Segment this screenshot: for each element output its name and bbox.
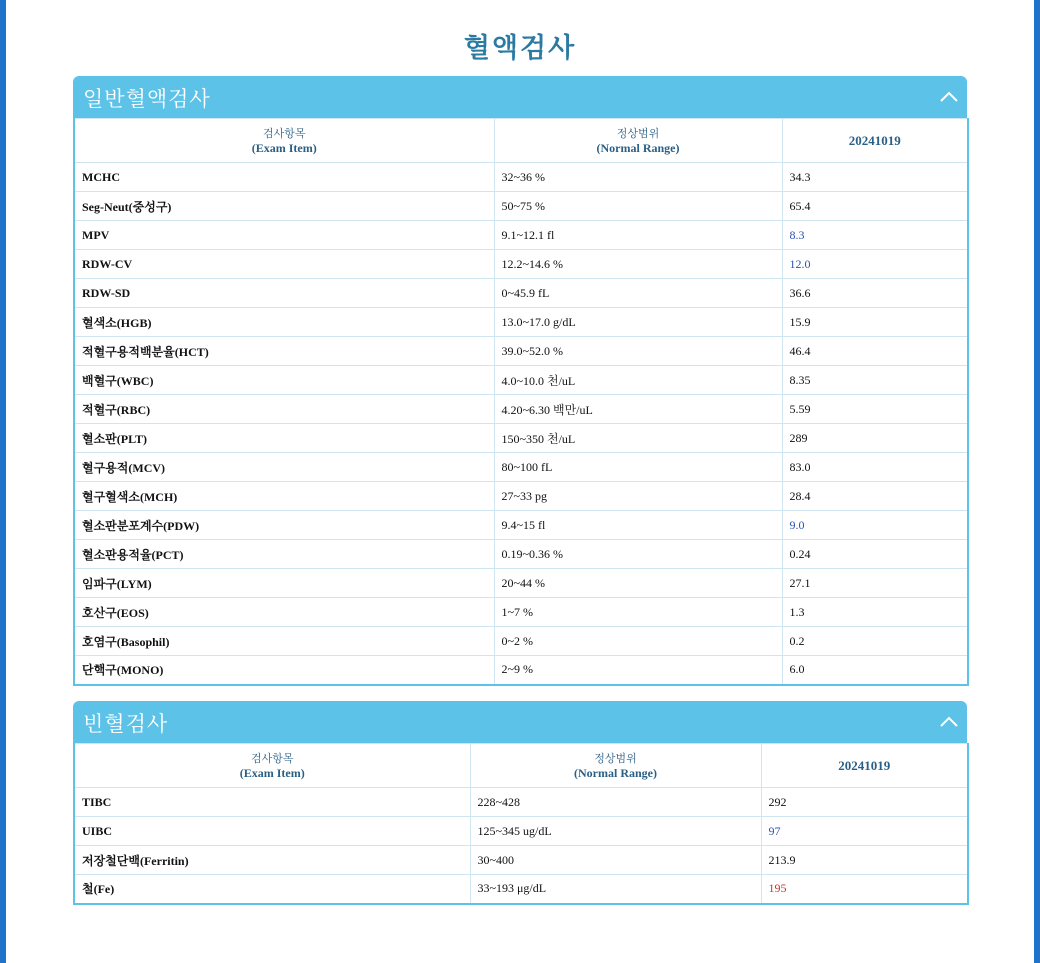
table-row <box>74 511 968 540</box>
normal-range-cell: 80~100 fL <box>494 453 782 482</box>
cbc-section-header[interactable] <box>73 76 967 118</box>
col-header-exam-item-eng: (Exam Item) <box>239 765 305 780</box>
col-header-exam-item <box>74 744 470 788</box>
col-header-normal-range-kor: 정상범위 <box>616 126 660 140</box>
normal-range-cell: 2~9 % <box>494 656 782 685</box>
exam-item-cell: MCHC <box>74 163 494 192</box>
right-frame-border <box>1034 0 1040 963</box>
exam-item-cell: 백혈구(WBC) <box>74 366 494 395</box>
normal-range-cell: 39.0~52.0 % <box>494 337 782 366</box>
col-header-normal-range-kor: 정상범위 <box>594 751 637 765</box>
exam-item-cell: 혈소판(PLT) <box>74 424 494 453</box>
result-value-cell: 6.0 <box>782 656 968 685</box>
cbc-section <box>73 76 967 686</box>
result-value-cell: 65.4 <box>782 192 968 221</box>
exam-item-cell: UIBC <box>74 817 470 846</box>
anemia-section-header[interactable] <box>73 701 967 743</box>
exam-item-cell: 혈소판분포계수(PDW) <box>74 511 494 540</box>
table-row <box>74 482 968 511</box>
col-header-date: 20241019 <box>761 744 968 788</box>
table-row <box>74 250 968 279</box>
result-value-cell: 36.6 <box>782 279 968 308</box>
chevron-up-icon[interactable] <box>937 85 961 109</box>
normal-range-cell: 32~36 % <box>494 163 782 192</box>
normal-range-cell: 0.19~0.36 % <box>494 540 782 569</box>
exam-item-cell: 혈구용적(MCV) <box>74 453 494 482</box>
normal-range-cell: 50~75 % <box>494 192 782 221</box>
result-value-cell: 8.35 <box>782 366 968 395</box>
exam-item-cell: 철(Fe) <box>74 875 470 904</box>
result-value-cell: 83.0 <box>782 453 968 482</box>
cbc-section-title: 일반혈액검사 <box>83 87 211 111</box>
table-header-row <box>74 744 968 788</box>
exam-item-cell: 저장철단백(Ferritin) <box>74 846 470 875</box>
result-value-cell: 289 <box>782 424 968 453</box>
col-header-exam-item-kor: 검사항목 <box>250 751 294 765</box>
result-value-cell: 34.3 <box>782 163 968 192</box>
table-row <box>74 366 968 395</box>
col-header-exam-item-eng: (Exam Item) <box>251 140 317 155</box>
normal-range-cell: 1~7 % <box>494 598 782 627</box>
exam-item-cell: 임파구(LYM) <box>74 569 494 598</box>
table-row <box>74 875 968 904</box>
cbc-table <box>73 118 969 686</box>
col-header-normal-range <box>470 744 761 788</box>
table-row <box>74 817 968 846</box>
normal-range-cell: 30~400 <box>470 846 761 875</box>
result-value-cell: 292 <box>761 788 968 817</box>
table-row <box>74 163 968 192</box>
left-frame-border <box>0 0 6 963</box>
normal-range-cell: 125~345 ug/dL <box>470 817 761 846</box>
normal-range-cell: 9.1~12.1 fl <box>494 221 782 250</box>
result-value-cell: 15.9 <box>782 308 968 337</box>
table-row <box>74 337 968 366</box>
result-value-cell: 5.59 <box>782 395 968 424</box>
result-value-cell: 0.2 <box>782 627 968 656</box>
exam-item-cell: RDW-CV <box>74 250 494 279</box>
exam-item-cell: MPV <box>74 221 494 250</box>
normal-range-cell: 4.0~10.0 천/uL <box>494 366 782 395</box>
exam-item-cell: TIBC <box>74 788 470 817</box>
normal-range-cell: 33~193 μg/dL <box>470 875 761 904</box>
result-value-cell: 1.3 <box>782 598 968 627</box>
col-header-date: 20241019 <box>782 119 968 163</box>
result-value-cell: 195 <box>761 875 968 904</box>
result-value-cell: 9.0 <box>782 511 968 540</box>
result-value-cell: 28.4 <box>782 482 968 511</box>
result-value-cell: 27.1 <box>782 569 968 598</box>
col-header-exam-item <box>74 119 494 163</box>
normal-range-cell: 27~33 pg <box>494 482 782 511</box>
normal-range-cell: 4.20~6.30 백만/uL <box>494 395 782 424</box>
exam-item-cell: 적혈구(RBC) <box>74 395 494 424</box>
exam-item-cell: 혈색소(HGB) <box>74 308 494 337</box>
table-row <box>74 308 968 337</box>
table-header-row <box>74 119 968 163</box>
normal-range-cell: 150~350 천/uL <box>494 424 782 453</box>
result-value-cell: 12.0 <box>782 250 968 279</box>
col-header-normal-range-eng: (Normal Range) <box>574 765 657 780</box>
col-header-exam-item-kor: 검사항목 <box>262 126 306 140</box>
result-value-cell: 46.4 <box>782 337 968 366</box>
table-row <box>74 279 968 308</box>
table-row <box>74 569 968 598</box>
page-title: 혈액검사 <box>463 33 577 64</box>
result-value-cell: 213.9 <box>761 846 968 875</box>
result-value-cell: 97 <box>761 817 968 846</box>
exam-item-cell: 호염구(Basophil) <box>74 627 494 656</box>
normal-range-cell: 0~45.9 fL <box>494 279 782 308</box>
table-row <box>74 788 968 817</box>
table-row <box>74 627 968 656</box>
table-row <box>74 395 968 424</box>
exam-item-cell: 호산구(EOS) <box>74 598 494 627</box>
col-header-normal-range-eng: (Normal Range) <box>596 140 680 155</box>
exam-item-cell: Seg-Neut(중성구) <box>74 192 494 221</box>
result-value-cell: 8.3 <box>782 221 968 250</box>
col-header-normal-range <box>494 119 782 163</box>
table-row <box>74 656 968 685</box>
exam-item-cell: 혈구혈색소(MCH) <box>74 482 494 511</box>
exam-item-cell: 단핵구(MONO) <box>74 656 494 685</box>
normal-range-cell: 12.2~14.6 % <box>494 250 782 279</box>
normal-range-cell: 0~2 % <box>494 627 782 656</box>
exam-item-cell: 혈소판용적율(PCT) <box>74 540 494 569</box>
table-row <box>74 192 968 221</box>
normal-range-cell: 9.4~15 fl <box>494 511 782 540</box>
anemia-table <box>73 743 969 905</box>
table-row <box>74 540 968 569</box>
table-row <box>74 221 968 250</box>
table-row <box>74 846 968 875</box>
normal-range-cell: 228~428 <box>470 788 761 817</box>
result-value-cell: 0.24 <box>782 540 968 569</box>
table-row <box>74 453 968 482</box>
normal-range-cell: 13.0~17.0 g/dL <box>494 308 782 337</box>
normal-range-cell: 20~44 % <box>494 569 782 598</box>
exam-item-cell: RDW-SD <box>74 279 494 308</box>
anemia-section <box>73 701 967 905</box>
anemia-section-title: 빈혈검사 <box>83 712 169 736</box>
chevron-up-icon[interactable] <box>937 710 961 734</box>
exam-item-cell: 적혈구용적백분율(HCT) <box>74 337 494 366</box>
table-row <box>74 424 968 453</box>
table-row <box>74 598 968 627</box>
